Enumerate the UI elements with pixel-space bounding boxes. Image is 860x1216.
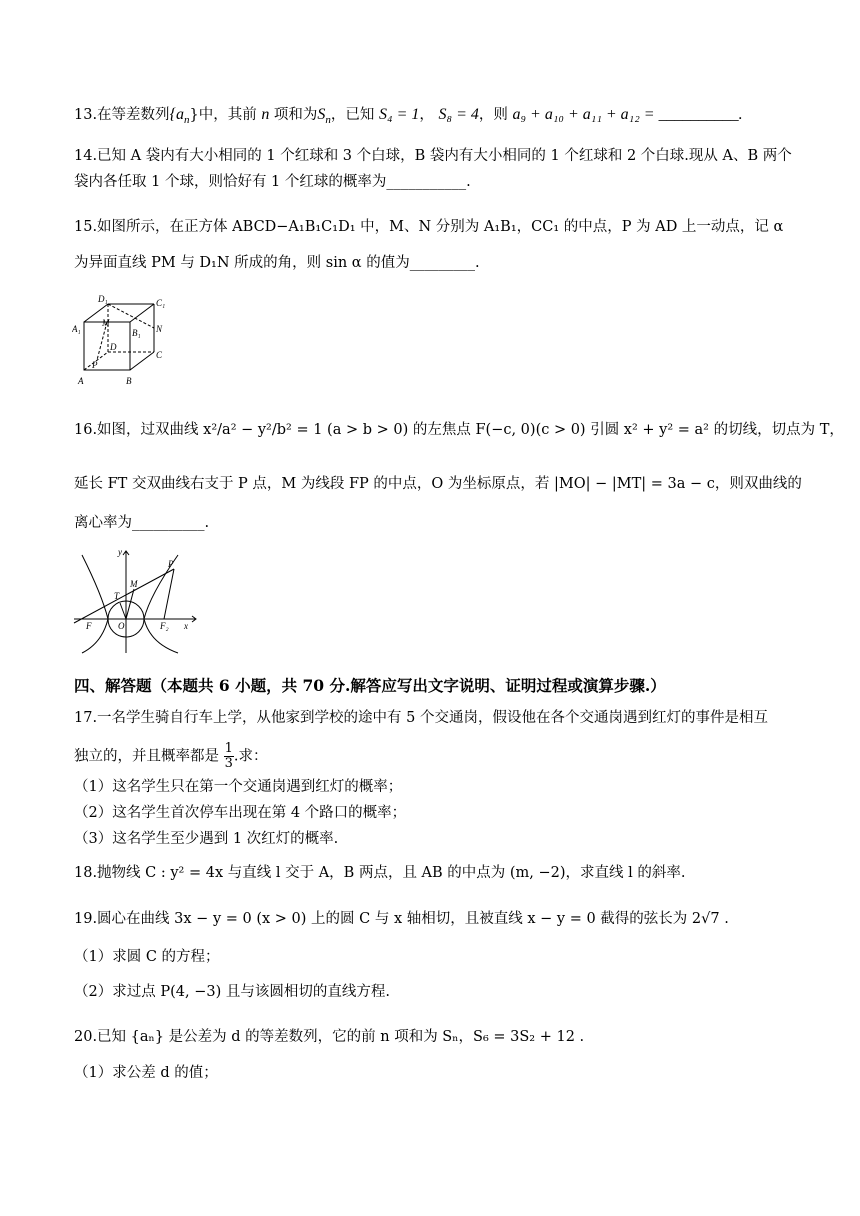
q20-part1: （1）求公差 d 的值； <box>74 1065 218 1081</box>
hyperbola-left-branch <box>82 555 108 653</box>
label-F: F <box>86 621 92 631</box>
label-P: P <box>168 559 174 569</box>
q20-line1: 20.已知 {aₙ} 是公差为 d 的等差数列，它的前 n 项和为 Sₙ，S₆ = 3S₂ + 12 . <box>74 1029 585 1045</box>
q17-line1: 17.一名学生骑自行车上学，从他家到学校的途中有 5 个交通岗，假设他在各个交通岗遇到红灯的事件是相互 <box>74 710 768 726</box>
label-B: B <box>126 376 132 386</box>
label-O: O <box>118 621 125 631</box>
label-P: P <box>92 360 98 370</box>
q19-line1: 19.圆心在曲线 3x − y = 0 (x > 0) 上的圆 C 与 x 轴相切，且被直线 x − y = 0 截得的弦长为 2√7 . <box>74 911 729 927</box>
fraction-one-third: $\frac{1}{3}$ <box>224 741 233 771</box>
hyperbola-figure <box>72 545 200 657</box>
label-B1: B₁ <box>132 328 141 338</box>
q16-line1: 16.如图，过双曲线 x²/a² − y²/b² = 1 (a > b > 0) 的左焦点 F(−c, 0)(c > 0) 引圆 x² + y² = a² 的切线，切点为 T， <box>74 422 844 438</box>
q13-text: 13.在等差数列$\{a_n\}$中，其前 n 项和为$S_n$，已知 S₄ = 1， S₈ = 4，则 a₉ + a₁₀ + a₁₁ + a₁₂ = __________. <box>74 106 743 126</box>
q16-line2: 延长 FT 交双曲线右支于 P 点，M 为线段 FP 的中点，O 为坐标原点，若 |MO| − |MT| = 3a − c，则双曲线的 <box>74 476 802 492</box>
q15-line1: 15.如图所示，在正方体 ABCD−A₁B₁C₁D₁ 中，M、N 分别为 A₁B₁，CC₁ 的中点，P 为 AD 上一动点，记 α <box>74 219 784 235</box>
q18-text: 18.抛物线 C : y² = 4x 与直线 l 交于 A，B 两点，且 AB 的中点为 (m, −2)，求直线 l 的斜率. <box>74 865 686 881</box>
label-M: M <box>102 318 110 328</box>
q17-line2: 独立的，并且概率都是 $\frac{1}{3}$ .求： <box>74 741 268 771</box>
label-C: C <box>156 350 163 360</box>
q17-part2: （2）这名学生首次停车出现在第 4 个路口的概率； <box>74 805 407 821</box>
cube-front-face <box>84 322 130 370</box>
label-C1: C₁ <box>156 298 166 308</box>
label-A: A <box>78 376 84 386</box>
label-D1: D₁ <box>98 294 108 304</box>
q19-part2: （2）求过点 P(4, −3) 且与该圆相切的直线方程. <box>74 984 390 1000</box>
cube-figure <box>72 292 168 388</box>
q14-line2: 袋内各任取 1 个球，则恰好有 1 个红球的概率为___________. <box>74 174 471 190</box>
label-F2: F₂ <box>160 621 169 631</box>
label-T: T <box>114 591 120 601</box>
label-x: x <box>184 621 188 631</box>
label-N: N <box>156 324 163 334</box>
label-A1: A₁ <box>72 324 81 334</box>
q16-line3: 离心率为__________. <box>74 515 210 531</box>
label-D: D <box>110 342 117 352</box>
q15-line2: 为异面直线 PM 与 D₁N 所成的角，则 sin α 的值为_________. <box>74 255 480 271</box>
section-heading: 四、解答题（本题共 6 小题，共 70 分.解答应写出文字说明、证明过程或演算步骤.） <box>74 676 666 695</box>
label-M: M <box>130 579 138 589</box>
label-y: y <box>118 547 122 557</box>
q17-part3: （3）这名学生至少遇到 1 次红灯的概率. <box>74 831 339 847</box>
q17-part1: （1）这名学生只在第一个交通岗遇到红灯的概率； <box>74 779 403 795</box>
q19-part1: （1）求圆 C 的方程； <box>74 949 220 965</box>
q14-line1: 14.已知 A 袋内有大小相同的 1 个红球和 3 个白球，B 袋内有大小相同的 1 个红球和 2 个白球.现从 A、B 两个 <box>74 148 792 164</box>
